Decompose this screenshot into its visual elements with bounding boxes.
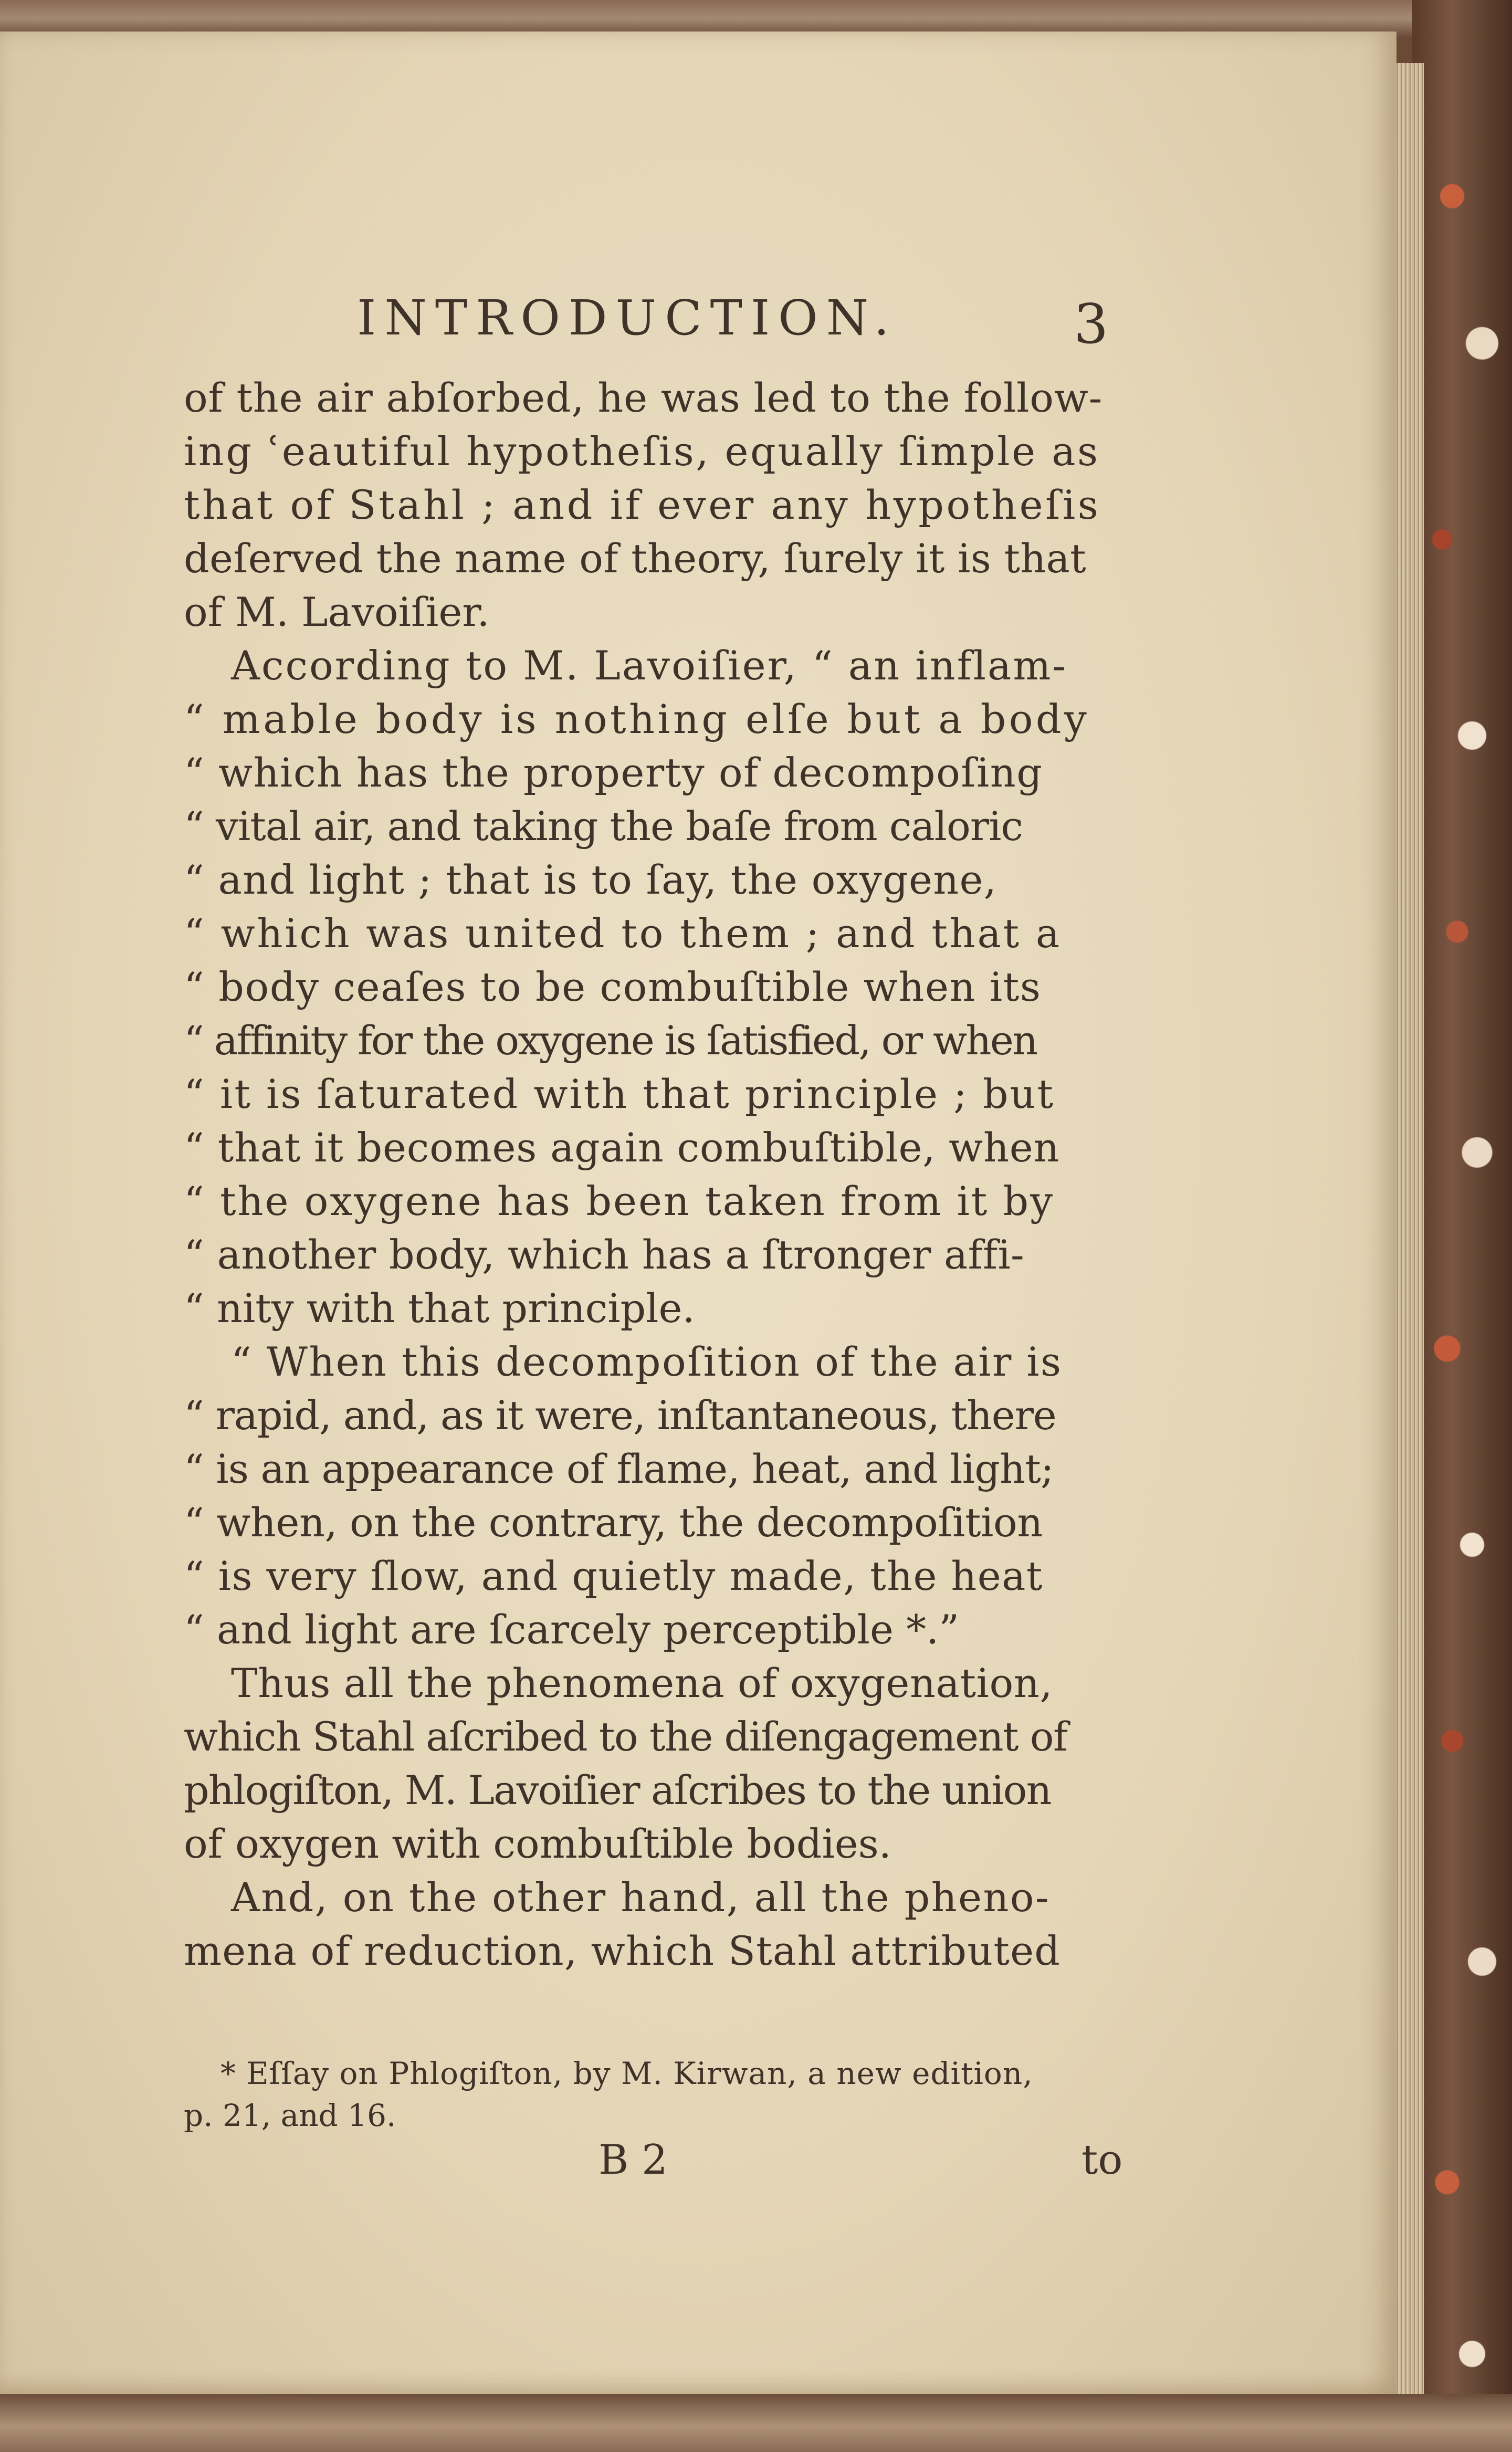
text-line: of the air abſorbed, he was led to the follow- <box>184 374 1103 421</box>
text-line: “ is an appearance of flame, heat, and light; <box>184 1445 1054 1492</box>
footnote-line: * Eſſay on Phlogiſton, by M. Kirwan, a new edition, <box>220 2056 1033 2091</box>
text-line: And, on the other hand, all the pheno- <box>231 1874 1051 1921</box>
signature-mark: B 2 <box>598 2136 668 2184</box>
text-line: “ which was united to them ; and that a <box>184 910 1062 957</box>
text-line: Thus all the phenomena of oxygenation, <box>231 1660 1053 1706</box>
text-line: “ and light ; that is to ſay, the oxygene, <box>184 856 998 903</box>
page-number: 3 <box>1074 292 1109 356</box>
text-line: “ vital air, and taking the baſe from caloric <box>184 803 1023 850</box>
text-line: “ the oxygene has been taken from it by <box>184 1178 1055 1224</box>
text-line: “ and light are ſcarcely perceptible *.” <box>184 1606 960 1653</box>
text-line: phlogiſton, M. Lavoiſier aſcribes to the union <box>184 1767 1051 1814</box>
text-line: of M. Lavoiſier. <box>184 589 490 635</box>
text-line: “ is very ſlow, and quietly made, the heat <box>184 1553 1043 1599</box>
text-line: “ another body, which has a ſtronger affi- <box>184 1231 1025 1278</box>
book-page <box>0 32 1396 2394</box>
text-line: “ it is ſaturated with that principle ; but <box>184 1071 1055 1117</box>
marbled-board <box>1412 0 1512 2452</box>
text-line: “ that it becomes again combuſtible, when <box>184 1124 1060 1171</box>
book-board-bottom <box>0 2394 1512 2452</box>
text-line: which Stahl aſcribed to the diſengagement of <box>184 1713 1067 1760</box>
text-line: “ affinity for the oxygene is ſatisfied, or when <box>184 1017 1037 1064</box>
text-line: According to M. Lavoiſier, “ an inflam- <box>231 642 1068 689</box>
running-title: INTRODUCTION. <box>357 290 898 346</box>
text-line: that of Stahl ; and if ever any hypotheſis <box>184 481 1101 528</box>
text-line: deſerved the name of theory, ſurely it is that <box>184 535 1087 582</box>
text-line: “ When this decompoſition of the air is <box>231 1338 1063 1385</box>
text-line: mena of reduction, which Stahl attributed <box>184 1927 1061 1974</box>
footnote-line: p. 21, and 16. <box>184 2098 396 2133</box>
text-line: “ body ceaſes to be combuſtible when its <box>184 963 1042 1010</box>
text-line: “ which has the property of decompoſing <box>184 749 1043 796</box>
text-line: “ rapid, and, as it were, inſtantaneous, there <box>184 1392 1056 1439</box>
text-line: “ nity with that principle. <box>184 1285 695 1332</box>
text-line: “ when, on the contrary, the decompoſition <box>184 1499 1043 1546</box>
text-line: of oxygen with combuſtible bodies. <box>184 1820 891 1867</box>
text-line: “ mable body is nothing elſe but a body <box>184 696 1090 742</box>
text-line: ing ʿeautiful hypotheſis, equally ſimple as <box>184 428 1100 475</box>
catchword: to <box>1082 2136 1123 2184</box>
